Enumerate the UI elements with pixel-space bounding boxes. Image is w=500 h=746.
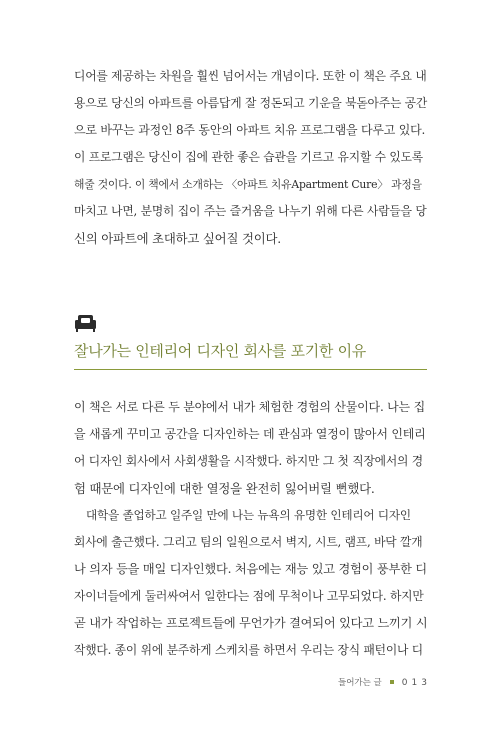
section-title: 잘나가는 인테리어 디자인 회사를 포기한 이유 <box>74 342 366 360</box>
text-line: 해줄 것이다. 이 책에서 소개하는 〈아파트 치유Apartment Cure〉 과정을 <box>74 178 422 191</box>
text-line: 이 책은 서로 다른 두 분야에서 내가 체험한 경험의 산물이다. 나는 집 <box>74 400 425 414</box>
footer-bullet-icon <box>390 680 394 684</box>
paragraph-body-2 <box>74 502 428 664</box>
text-line: 이 프로그램은 당신이 집에 관한 좋은 습관을 기르고 유지할 수 있도록 <box>74 150 423 164</box>
text-line: 어 디자인 회사에서 사회생활을 시작했다. 하지만 그 첫 직장에서의 경 <box>74 454 423 468</box>
text-line: 대학을 졸업하고 일주일 만에 나는 뉴욕의 유명한 인테리어 디자인 <box>86 508 411 522</box>
page-footer <box>338 676 431 688</box>
section-divider <box>74 369 427 370</box>
sofa-icon <box>75 314 96 332</box>
text-line: 마치고 나면, 분명히 집이 주는 즐거움을 나누기 위해 다른 사람들을 당 <box>74 204 427 218</box>
text-line: 곧 내가 작업하는 프로젝트들에 무언가가 결여되어 있다고 느끼기 시 <box>74 616 428 630</box>
text-line: 나 의자 등을 매일 디자인했다. 처음에는 재능 있고 경험이 풍부한 디 <box>74 562 427 576</box>
text-line: 작했다. 종이 위에 분주하게 스케치를 하면서 우리는 장식 패턴이나 디 <box>74 643 423 657</box>
text-line: 신의 아파트에 초대하고 싶어질 것이다. <box>74 231 282 246</box>
page-number: 013 <box>401 678 431 688</box>
running-title: 들어가는 글 <box>338 678 382 688</box>
text-line: 을 새롭게 꾸미고 공간을 디자인하는 데 관심과 열정이 많아서 인테리 <box>74 427 426 441</box>
text-line: 용으로 당신의 아파트를 아름답게 잘 정돈되고 기운을 북돋아주는 공간 <box>74 96 428 110</box>
text-line: 자이너들에게 둘러싸여서 일한다는 점에 무척이나 고무되었다. 하지만 <box>74 589 424 603</box>
text-line: 디어를 제공하는 차원을 훨씬 넘어서는 개념이다. 또한 이 책은 주요 내 <box>74 69 427 83</box>
text-line: 으로 바꾸는 과정인 8주 동안의 아파트 치유 프로그램을 다루고 있다. <box>74 123 426 137</box>
text-line: 회사에 출근했다. 그리고 팀의 일원으로서 벽지, 시트, 램프, 바닥 깔개 <box>74 535 423 549</box>
paragraph-intro <box>74 63 428 252</box>
text-line: 험 때문에 디자인에 대한 열정을 완전히 잃어버릴 뻔했다. <box>74 481 375 496</box>
paragraph-body-1 <box>74 394 428 502</box>
